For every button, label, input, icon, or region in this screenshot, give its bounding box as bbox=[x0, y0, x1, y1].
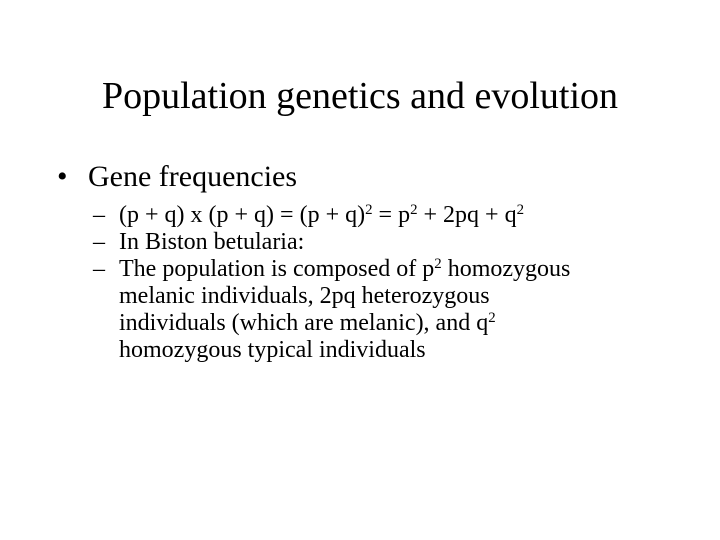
formula-part: = p bbox=[372, 202, 411, 228]
formula-part: (p + q) x (p + q) = (p + q) bbox=[119, 202, 366, 228]
bullet-text: Gene frequencies bbox=[88, 160, 298, 193]
text-part: homozygous bbox=[441, 256, 571, 282]
formula-text bbox=[119, 202, 693, 229]
superscript: 2 bbox=[488, 309, 496, 326]
superscript: 2 bbox=[365, 201, 373, 218]
population-line-1 bbox=[119, 256, 693, 283]
bullet-marker: • bbox=[57, 160, 68, 193]
text-part: individuals (which are melanic), and q bbox=[119, 310, 489, 336]
dash-marker: – bbox=[93, 229, 105, 255]
sub-item-population bbox=[93, 256, 693, 364]
species-text: In Biston betularia: bbox=[119, 229, 305, 255]
dash-marker: – bbox=[93, 202, 105, 228]
sub-bullet-list bbox=[93, 202, 693, 364]
formula-part: + 2pq + q bbox=[417, 202, 517, 228]
superscript: 2 bbox=[516, 201, 525, 218]
sub-item-formula bbox=[93, 202, 693, 229]
text-part: The population is composed of p bbox=[119, 256, 435, 282]
slide-title: Population genetics and evolution bbox=[101, 75, 619, 117]
bullet-item bbox=[57, 158, 297, 196]
population-line-3 bbox=[119, 310, 693, 337]
dash-marker: – bbox=[93, 256, 105, 282]
population-line-4: homozygous typical individuals bbox=[119, 337, 426, 363]
sub-item-species bbox=[93, 229, 693, 256]
superscript: 2 bbox=[410, 201, 418, 218]
population-line-2: melanic individuals, 2pq heterozygous bbox=[119, 283, 490, 309]
superscript: 2 bbox=[434, 255, 442, 272]
